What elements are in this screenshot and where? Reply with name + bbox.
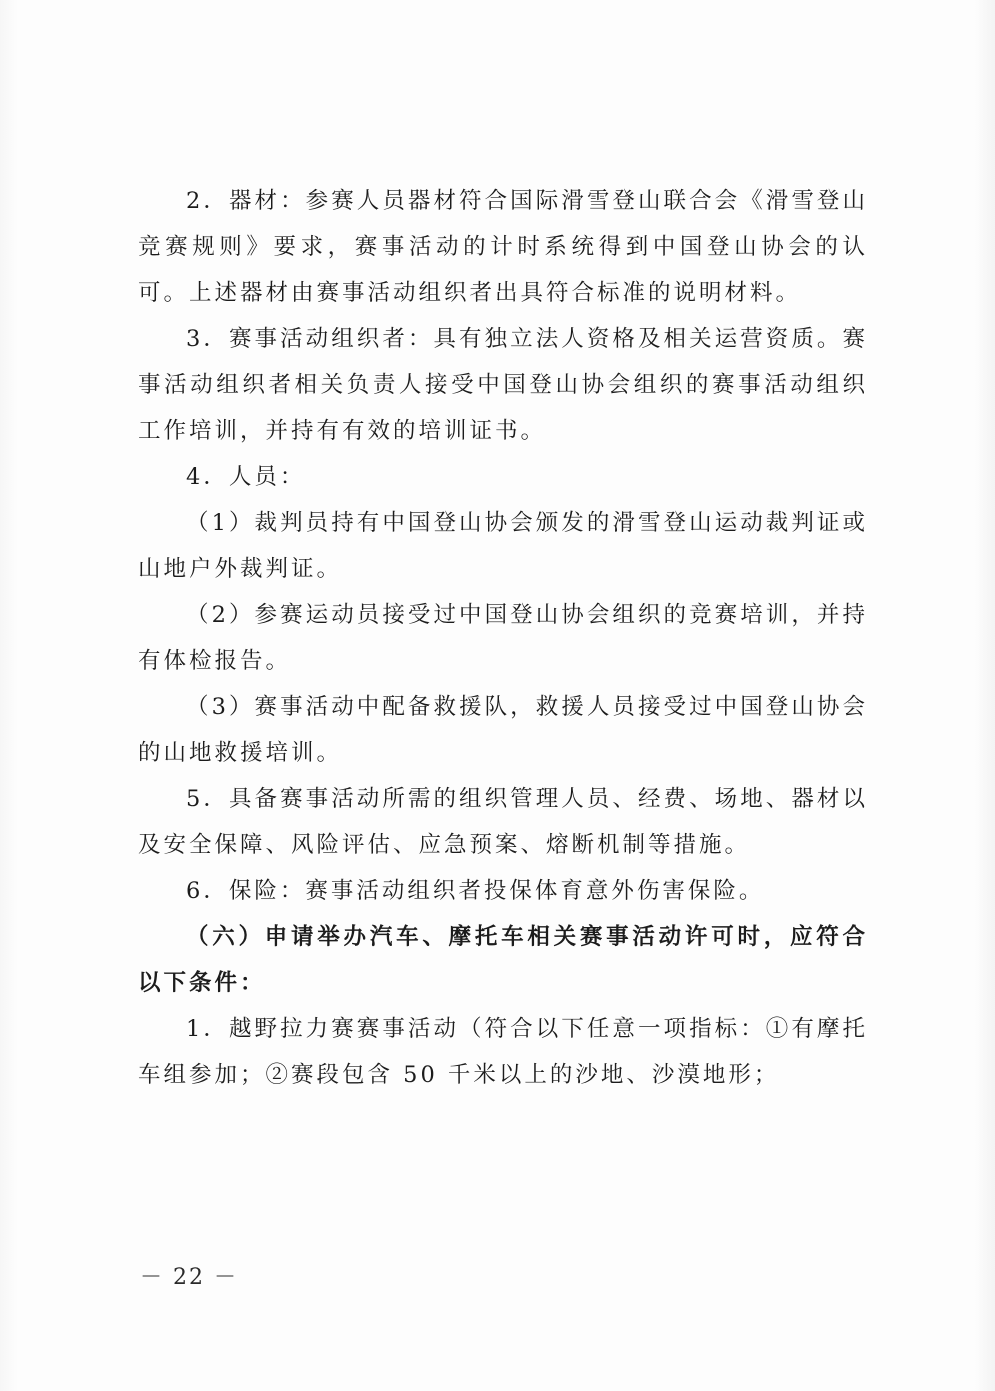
paragraph-insurance: 6．保险：赛事活动组织者投保体育意外伤害保险。 (186, 878, 765, 904)
paragraph-rescue-team: （3）赛事活动中配备救援队，救援人员接受过中国登山协会的山地救援培训。 (138, 694, 868, 766)
paragraph-management: 5．具备赛事活动所需的组织管理人员、经费、场地、器材以及安全保障、风险评估、应急预案、熔断机制等措施。 (138, 786, 868, 858)
paragraph-referee: （1）裁判员持有中国登山协会颁发的滑雪登山运动裁判证或山地户外裁判证。 (138, 510, 868, 582)
page-number: － 22 － (140, 1265, 238, 1290)
paragraph-organizer: 3．赛事活动组织者：具有独立法人资格及相关运营资质。赛事活动组织者相关负责人接受中国登山协会组织的赛事活动组织工作培训，并持有有效的培训证书。 (138, 326, 868, 444)
document-body (138, 178, 868, 1098)
paragraph-equipment: 2．器材：参赛人员器材符合国际滑雪登山联合会《滑雪登山竞赛规则》要求，赛事活动的计时系统得到中国登山协会的认可。上述器材由赛事活动组织者出具符合标准的说明材料。 (138, 188, 868, 306)
paragraph-rally: 1．越野拉力赛赛事活动（符合以下任意一项指标：①有摩托车组参加；②赛段包含 50 千米以上的沙地、沙漠地形； (138, 1016, 868, 1088)
paragraph-athletes: （2）参赛运动员接受过中国登山协会组织的竞赛培训，并持有体检报告。 (138, 602, 868, 674)
section-heading-motorsport: （六）申请举办汽车、摩托车相关赛事活动许可时，应符合以下条件： (138, 924, 868, 996)
paragraph-personnel-heading: 4．人员： (186, 464, 306, 490)
